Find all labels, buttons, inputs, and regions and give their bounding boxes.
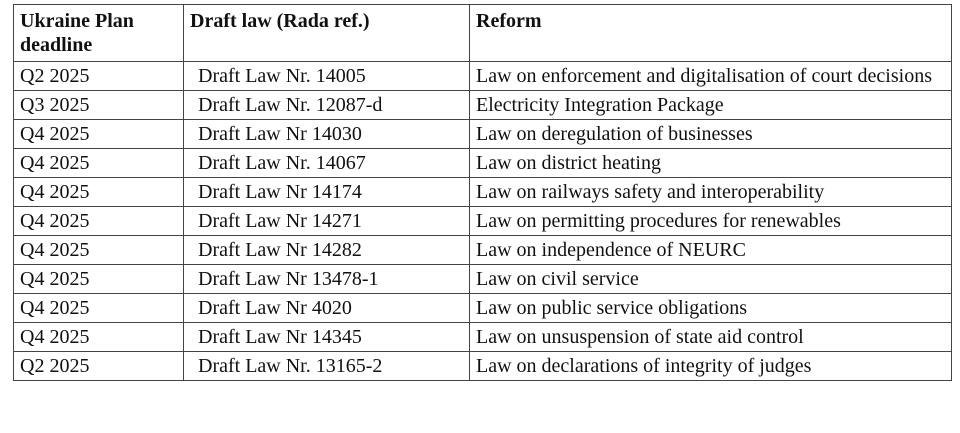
cell-deadline: Q2 2025: [14, 62, 184, 91]
cell-deadline: Q4 2025: [14, 236, 184, 265]
table-row: [14, 91, 952, 120]
table-row: [14, 149, 952, 178]
cell-reform: Law on unsuspension of state aid control: [470, 323, 952, 352]
cell-deadline: Q4 2025: [14, 265, 184, 294]
cell-reform: Law on enforcement and digitalisation of court decisions: [470, 62, 952, 91]
table-row: [14, 323, 952, 352]
reform-table-container: [13, 4, 951, 381]
header-reform: Reform: [470, 5, 952, 62]
cell-draft-law: Draft Law Nr. 13165-2: [184, 352, 470, 381]
cell-reform: Law on railways safety and interoperability: [470, 178, 952, 207]
cell-reform: Law on deregulation of businesses: [470, 120, 952, 149]
cell-deadline: Q3 2025: [14, 91, 184, 120]
table-row: [14, 207, 952, 236]
cell-reform: Law on independence of NEURC: [470, 236, 952, 265]
cell-deadline: Q4 2025: [14, 294, 184, 323]
cell-deadline: Q4 2025: [14, 207, 184, 236]
table-row: [14, 120, 952, 149]
cell-draft-law: Draft Law Nr 14345: [184, 323, 470, 352]
cell-reform: Law on declarations of integrity of judges: [470, 352, 952, 381]
reform-table: [13, 4, 952, 381]
cell-draft-law: Draft Law Nr. 14067: [184, 149, 470, 178]
cell-deadline: Q2 2025: [14, 352, 184, 381]
cell-deadline: Q4 2025: [14, 120, 184, 149]
table-row: [14, 178, 952, 207]
cell-deadline: Q4 2025: [14, 323, 184, 352]
cell-draft-law: Draft Law Nr. 12087-d: [184, 91, 470, 120]
cell-reform: Law on civil service: [470, 265, 952, 294]
cell-draft-law: Draft Law Nr 14271: [184, 207, 470, 236]
cell-draft-law: Draft Law Nr. 14005: [184, 62, 470, 91]
cell-reform: Electricity Integration Package: [470, 91, 952, 120]
cell-draft-law: Draft Law Nr 13478-1: [184, 265, 470, 294]
cell-draft-law: Draft Law Nr 14030: [184, 120, 470, 149]
cell-draft-law: Draft Law Nr 14174: [184, 178, 470, 207]
table-row: [14, 236, 952, 265]
table-row: [14, 62, 952, 91]
cell-deadline: Q4 2025: [14, 178, 184, 207]
cell-reform: Law on permitting procedures for renewables: [470, 207, 952, 236]
cell-deadline: Q4 2025: [14, 149, 184, 178]
table-row: [14, 265, 952, 294]
table-header-row: [14, 5, 952, 62]
cell-reform: Law on district heating: [470, 149, 952, 178]
cell-reform: Law on public service obligations: [470, 294, 952, 323]
cell-draft-law: Draft Law Nr 14282: [184, 236, 470, 265]
table-row: [14, 294, 952, 323]
header-deadline: Ukraine Plan deadline: [14, 5, 184, 62]
header-draft-law: Draft law (Rada ref.): [184, 5, 470, 62]
cell-draft-law: Draft Law Nr 4020: [184, 294, 470, 323]
table-row: [14, 352, 952, 381]
